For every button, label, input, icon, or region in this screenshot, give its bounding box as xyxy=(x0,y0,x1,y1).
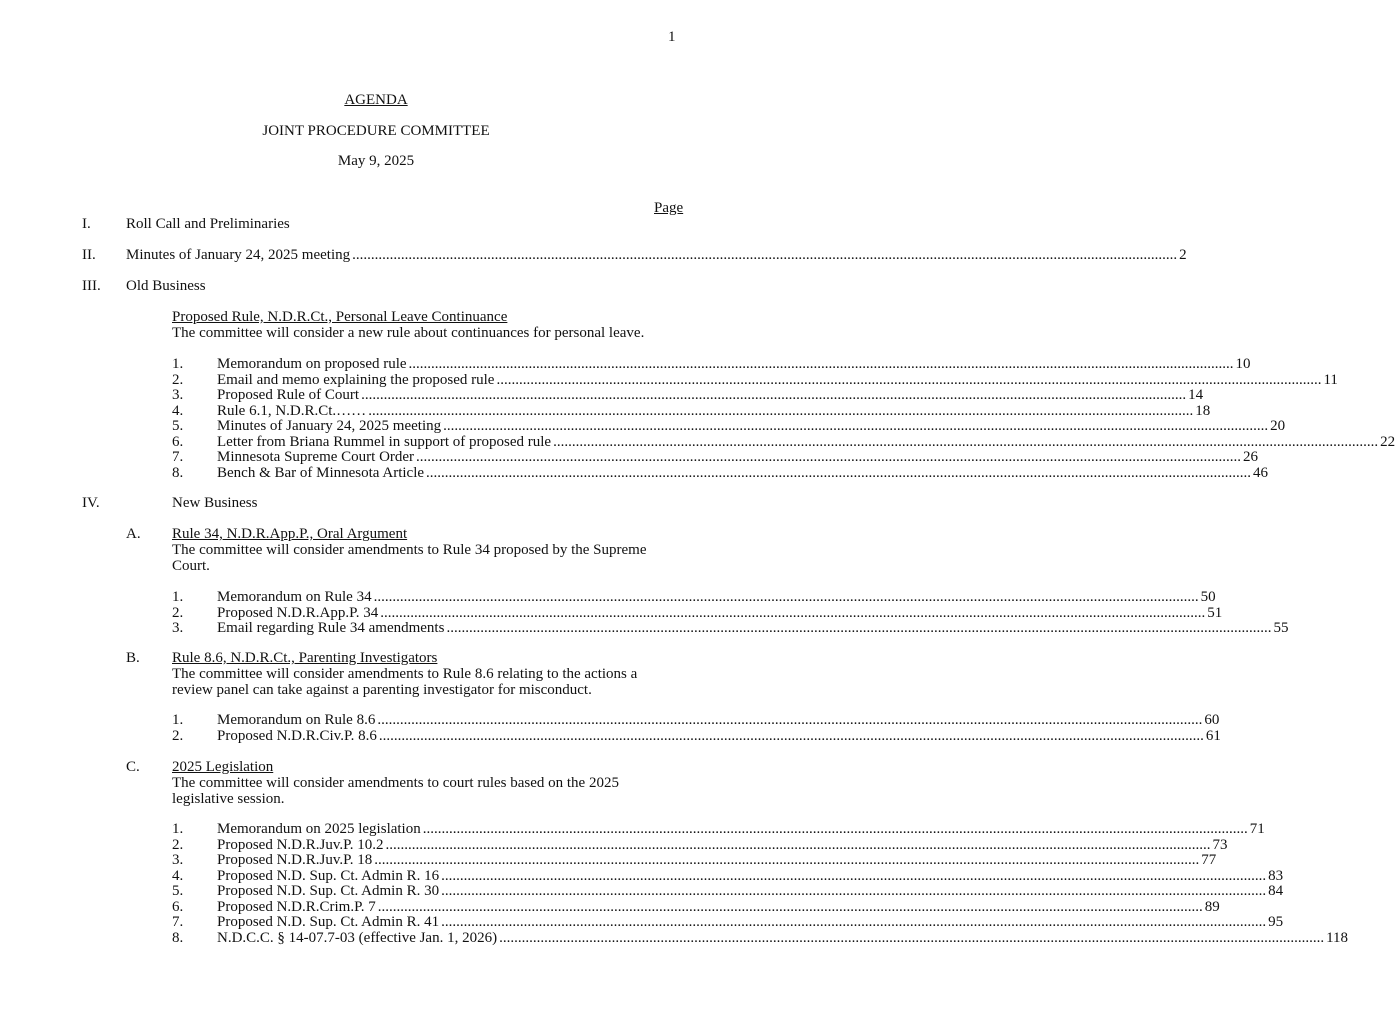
page-ref: 60 xyxy=(1204,712,1220,728)
item-number: 5. xyxy=(172,883,184,899)
subsection-letter: C. xyxy=(126,759,140,775)
toc-row xyxy=(217,727,1221,745)
toc-row xyxy=(217,464,1269,482)
item-label: Email regarding Rule 34 amendments xyxy=(217,620,445,636)
leader-dots: ............................................................................................................................................................................................................................ xyxy=(385,836,1211,853)
topic-description: Court. xyxy=(172,557,210,574)
topic-title: Rule 8.6, N.D.R.Ct., Parenting Investigators xyxy=(172,650,438,666)
page-ref: 10 xyxy=(1235,356,1251,372)
page-column-label: Page xyxy=(654,200,684,216)
item-number: 1. xyxy=(172,821,184,837)
topic-title: Proposed Rule, N.D.R.Ct., Personal Leave Continuance xyxy=(172,309,508,325)
page-ref: 22 xyxy=(1380,433,1395,450)
leader-dots: ............................................................................................................................................................................................................................ xyxy=(380,604,1206,621)
item-number: 2. xyxy=(172,727,184,744)
toc-row xyxy=(217,914,1284,931)
section-i-title: Roll Call and Preliminaries xyxy=(126,216,290,232)
item-number: 3. xyxy=(172,387,184,403)
item-label: Proposed N.D.R.Juv.P. 10.2 xyxy=(217,836,384,853)
topic-title: Rule 34, N.D.R.App.P., Oral Argument xyxy=(172,526,408,542)
toc-row xyxy=(217,402,1211,420)
toc-row xyxy=(217,836,1228,854)
topic-description: The committee will consider amendments to court rules based on the 2025 xyxy=(172,775,619,791)
toc-row xyxy=(217,712,1220,729)
toc-row xyxy=(217,898,1220,916)
section-ii-title: Minutes of January 24, 2025 meeting xyxy=(126,247,351,263)
toc-row xyxy=(217,620,1289,637)
toc-row xyxy=(217,356,1251,373)
item-number: 3. xyxy=(172,852,184,868)
page-ref: 89 xyxy=(1204,898,1220,915)
item-number: 1. xyxy=(172,712,184,728)
page-ref: 2 xyxy=(1179,247,1187,263)
leader-dots: ............................................................................................................................................................................................................................ xyxy=(374,852,1200,868)
item-number: 1. xyxy=(172,589,184,605)
item-label: Proposed N.D. Sup. Ct. Admin R. 30 xyxy=(217,883,440,899)
page-ref: 11 xyxy=(1323,371,1338,388)
section-ii-numeral: II. xyxy=(82,247,96,263)
page-ref: 77 xyxy=(1201,852,1217,868)
subsection-letter: A. xyxy=(126,526,141,542)
page-ref: 95 xyxy=(1268,914,1284,930)
toc-row xyxy=(217,604,1223,622)
committee-name: JOINT PROCEDURE COMMITTEE xyxy=(262,123,490,139)
item-number: 8. xyxy=(172,464,184,481)
leader-dots: ............................................................................................................................................................................................................................ xyxy=(368,402,1194,419)
item-label: Minnesota Supreme Court Order xyxy=(217,449,415,465)
toc-row xyxy=(217,883,1284,900)
item-label: Proposed N.D.R.App.P. 34 xyxy=(217,604,379,621)
item-number: 1. xyxy=(172,356,184,372)
item-number: 4. xyxy=(172,402,184,419)
item-label: Email and memo explaining the proposed rule xyxy=(217,371,495,388)
item-label: Proposed N.D. Sup. Ct. Admin R. 41 xyxy=(217,914,440,930)
item-label: Proposed N.D.R.Juv.P. 18 xyxy=(217,852,373,868)
leader-dots: ............................................................................................................................................................................................................................ xyxy=(443,418,1269,434)
item-number: 7. xyxy=(172,914,184,930)
section-iv-numeral: IV. xyxy=(82,495,100,511)
item-label: Proposed N.D.R.Crim.P. 7 xyxy=(217,898,376,915)
leader-dots: ............................................................................................................................................................................................................................ xyxy=(377,898,1203,915)
item-label: Bench & Bar of Minnesota Article xyxy=(217,464,425,481)
page-ref: 46 xyxy=(1253,464,1269,481)
leader-dots: ............................................................................................................................................................................................................................ xyxy=(441,883,1267,899)
item-number: 2. xyxy=(172,604,184,621)
topic-description: review panel can take against a parenting investigator for misconduct. xyxy=(172,681,592,698)
page-ref: 84 xyxy=(1268,883,1284,899)
leader-dots: ............................................................................................................................................................................................................................ xyxy=(352,247,1178,263)
item-number: 8. xyxy=(172,929,184,946)
meeting-date: May 9, 2025 xyxy=(337,153,415,169)
toc-row xyxy=(217,821,1265,838)
page-ref: 118 xyxy=(1326,929,1349,946)
toc-row xyxy=(217,852,1217,869)
topic-description: The committee will consider a new rule about continuances for personal leave. xyxy=(172,325,645,341)
page-ref: 61 xyxy=(1205,727,1221,744)
item-label: Proposed N.D.R.Civ.P. 8.6 xyxy=(217,727,377,744)
page-ref: 14 xyxy=(1188,387,1204,403)
item-number: 3. xyxy=(172,620,184,636)
leader-dots: ............................................................................................................................................................................................................................ xyxy=(426,464,1252,481)
agenda-heading: AGENDA xyxy=(344,92,408,108)
leader-dots: ............................................................................................................................................................................................................................ xyxy=(422,821,1248,837)
leader-dots: ............................................................................................................................................................................................................................ xyxy=(496,371,1322,388)
leader-dots: ............................................................................................................................................................................................................................ xyxy=(377,712,1203,728)
item-number: 2. xyxy=(172,371,184,388)
item-number: 7. xyxy=(172,449,184,465)
toc-row xyxy=(217,387,1204,404)
leader-dots: ............................................................................................................................................................................................................................ xyxy=(441,867,1267,884)
item-label: Memorandum on 2025 legislation xyxy=(217,821,421,837)
toc-row xyxy=(217,433,1395,451)
toc-row xyxy=(217,589,1216,606)
section-iv-title: New Business xyxy=(172,495,258,511)
toc-row xyxy=(217,867,1284,885)
item-label: N.D.C.C. § 14-07.7-03 (effective Jan. 1, 2026) xyxy=(217,929,498,946)
item-label: Letter from Briana Rummel in support of proposed rule xyxy=(217,433,552,450)
item-label: Minutes of January 24, 2025 meeting xyxy=(217,418,442,434)
item-label: Proposed Rule of Court xyxy=(217,387,360,403)
leader-dots: ............................................................................................................................................................................................................................ xyxy=(416,449,1242,465)
section-iii-numeral: III. xyxy=(82,278,101,294)
item-number: 6. xyxy=(172,898,184,915)
page-ref: 55 xyxy=(1273,620,1289,636)
leader-dots: ............................................................................................................................................................................................................................ xyxy=(408,356,1234,372)
item-label: Memorandum on Rule 34 xyxy=(217,589,372,605)
topic-title: 2025 Legislation xyxy=(172,759,274,775)
leader-dots: ............................................................................................................................................................................................................................ xyxy=(361,387,1187,403)
leader-dots: ............................................................................................................................................................................................................................ xyxy=(378,727,1204,744)
leader-dots: ............................................................................................................................................................................................................................ xyxy=(553,433,1379,450)
page-number: 1 xyxy=(668,29,676,45)
toc-row xyxy=(217,418,1286,435)
item-label: Memorandum on proposed rule xyxy=(217,356,407,372)
page-ref: 83 xyxy=(1268,867,1284,884)
item-number: 6. xyxy=(172,433,184,450)
page-ref: 51 xyxy=(1207,604,1223,621)
toc-row xyxy=(217,371,1338,389)
subsection-letter: B. xyxy=(126,650,140,666)
page-ref: 50 xyxy=(1200,589,1216,605)
page-ref: 18 xyxy=(1195,402,1211,419)
page-ref: 71 xyxy=(1249,821,1265,837)
section-iii-title: Old Business xyxy=(126,278,206,294)
item-number: 5. xyxy=(172,418,184,434)
toc-row xyxy=(217,449,1259,466)
item-label: Rule 6.1, N.D.R.Ct.…… xyxy=(217,402,367,419)
leader-dots: ............................................................................................................................................................................................................................ xyxy=(373,589,1199,605)
page-ref: 73 xyxy=(1212,836,1228,853)
page-ref: 26 xyxy=(1243,449,1259,465)
leader-dots: ............................................................................................................................................................................................................................ xyxy=(441,914,1267,930)
topic-description: The committee will consider amendments to Rule 8.6 relating to the actions a xyxy=(172,666,638,682)
item-number: 4. xyxy=(172,867,184,884)
leader-dots: ............................................................................................................................................................................................................................ xyxy=(499,929,1325,946)
leader-dots: ............................................................................................................................................................................................................................ xyxy=(446,620,1272,636)
page-ref: 20 xyxy=(1270,418,1286,434)
section-i-numeral: I. xyxy=(82,216,91,232)
item-label: Memorandum on Rule 8.6 xyxy=(217,712,376,728)
item-label: Proposed N.D. Sup. Ct. Admin R. 16 xyxy=(217,867,440,884)
toc-row xyxy=(126,247,1187,264)
toc-row xyxy=(217,929,1349,947)
topic-description: legislative session. xyxy=(172,790,285,807)
topic-description: The committee will consider amendments to Rule 34 proposed by the Supreme xyxy=(172,542,647,558)
item-number: 2. xyxy=(172,836,184,853)
